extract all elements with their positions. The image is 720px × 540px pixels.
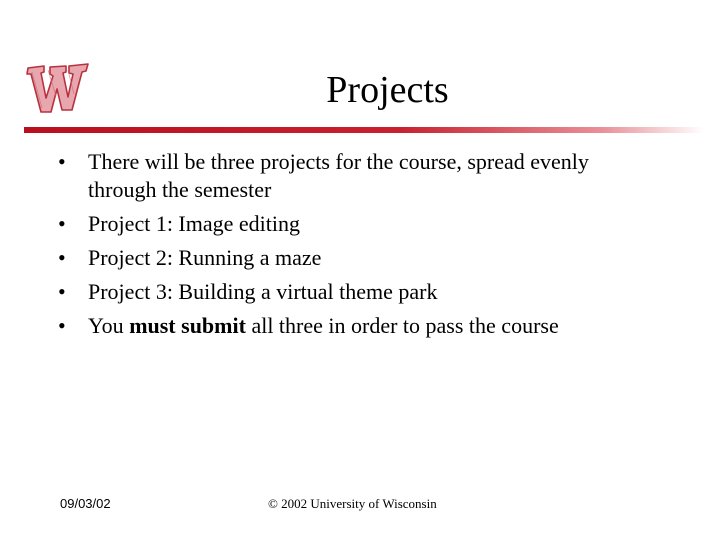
bullet-text-post: all three in order to pass the course: [245, 313, 559, 338]
bullet-item: [58, 148, 658, 204]
bullet-icon: •: [58, 149, 66, 174]
bullet-icon: •: [58, 313, 66, 338]
bullet-icon: •: [58, 245, 66, 270]
title-divider: [24, 127, 704, 133]
bullet-text: Project 3: Building a virtual theme park: [88, 279, 438, 304]
bullet-text: Project 1: Image editing: [88, 211, 300, 236]
footer-copyright: © 2002 University of Wisconsin: [268, 496, 437, 511]
footer-date: 09/03/02: [60, 496, 111, 511]
slide-title: Projects: [326, 69, 449, 111]
bullet-text: There will be three projects for the course, spread evenly through the semester: [88, 149, 589, 202]
bullet-icon: •: [58, 279, 66, 304]
bullet-text: Project 2: Running a maze: [88, 245, 322, 270]
bullet-icon: •: [58, 211, 66, 236]
bullet-item: [58, 312, 658, 340]
bullet-list: [58, 148, 658, 346]
bullet-item: [58, 278, 658, 306]
bullet-item: [58, 244, 658, 272]
bullet-text-bold: must submit: [129, 313, 246, 338]
bullet-text-pre: You: [88, 313, 130, 338]
bullet-item: [58, 210, 658, 238]
